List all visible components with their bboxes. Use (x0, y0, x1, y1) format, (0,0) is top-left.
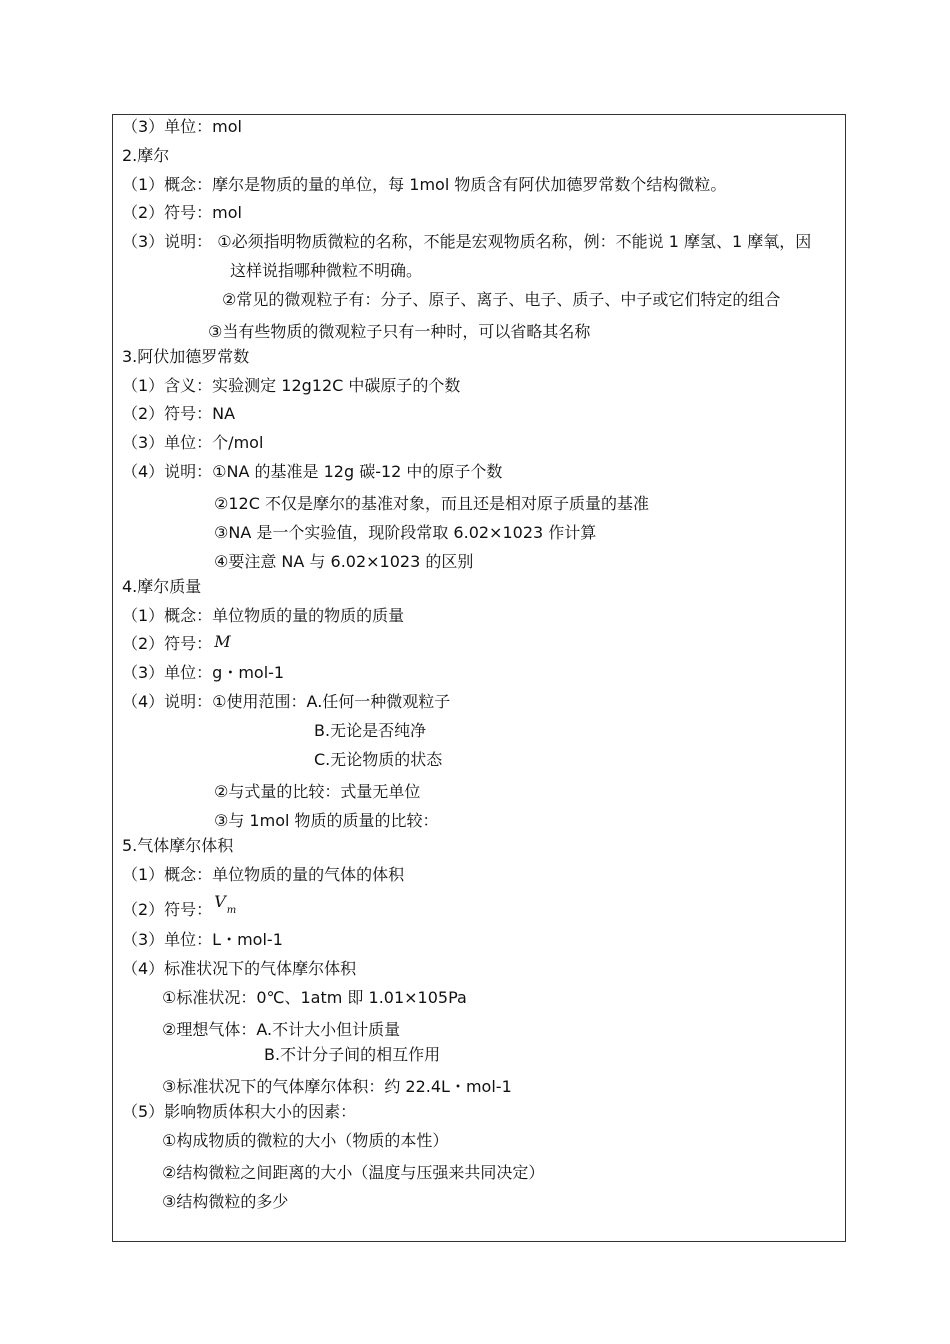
text-line: （1）概念：单位物质的量的物质的质量 (122, 606, 405, 625)
text-line: （1）概念：摩尔是物质的量的单位，每 1mol 物质含有阿伏加德罗常数个结构微粒。 (122, 175, 727, 194)
text-line: （1）含义：实验测定 12g12C 中碳原子的个数 (122, 376, 461, 395)
section-heading: 3.阿伏加德罗常数 (122, 347, 250, 366)
text-line (122, 892, 237, 923)
text-line: ②12C 不仅是摩尔的基准对象，而且还是相对原子质量的基准 (214, 494, 649, 513)
text-line: ①构成物质的微粒的大小（物质的本性） (162, 1131, 449, 1150)
text-line: （3）单位：个/mol (122, 433, 264, 452)
text-line: ③NA 是一个实验值，现阶段常取 6.02×1023 作计算 (214, 523, 597, 542)
text-line: （3）单位：mol (122, 117, 243, 136)
text-line: ④要注意 NA 与 6.02×1023 的区别 (214, 552, 474, 571)
section-heading: 2.摩尔 (122, 146, 170, 165)
text-line: （4）说明：①NA 的基准是 12g 碳-12 中的原子个数 (122, 462, 503, 481)
text-line: （5）影响物质体积大小的因素： (122, 1102, 357, 1121)
text-line: ①标准状况：0℃、1atm 即 1.01×105Pa (162, 988, 467, 1007)
text-line: ②常见的微观粒子有：分子、原子、离子、电子、质子、中子或它们特定的组合 (222, 290, 781, 309)
text-line: B.无论是否纯净 (314, 721, 427, 740)
text-line: （3）单位：L・mol-1 (122, 930, 283, 949)
text-line: C.无论物质的状态 (314, 750, 443, 769)
molar-mass-symbol: M (214, 632, 231, 651)
text-line: （4）说明：①使用范围：A.任何一种微观粒子 (122, 692, 451, 711)
text-line: ②结构微粒之间距离的大小（温度与压强来共同决定） (162, 1163, 545, 1182)
section-heading: 5.气体摩尔体积 (122, 836, 234, 855)
text-line: ③结构微粒的多少 (162, 1192, 289, 1211)
text-line: ③与 1mol 物质的质量的比较： (214, 811, 439, 830)
section-heading: 4.摩尔质量 (122, 577, 202, 596)
text-line: ②理想气体：A.不计大小但计质量 (162, 1020, 401, 1039)
text-line: ③标准状况下的气体摩尔体积：约 22.4L・mol-1 (162, 1077, 512, 1096)
text-line (122, 634, 231, 654)
text-label: （2）符号： (122, 634, 213, 653)
text-line: （3）说明： ①必须指明物质微粒的名称，不能是宏观物质名称，例：不能说 1 摩氢、1 摩氧，因 (122, 232, 812, 251)
text-line: （2）符号：mol (122, 203, 243, 222)
text-label: （2）符号： (122, 900, 213, 919)
text-line: （1）概念：单位物质的量的气体的体积 (122, 865, 405, 884)
text-line: （2）符号：NA (122, 404, 236, 423)
text-line: （4）标准状况下的气体摩尔体积 (122, 959, 357, 978)
molar-volume-symbol: V (214, 892, 226, 911)
text-line: 这样说指哪种微粒不明确。 (230, 261, 423, 280)
text-line: B.不计分子间的相互作用 (264, 1045, 441, 1064)
text-line: ②与式量的比较：式量无单位 (214, 782, 421, 801)
text-line: （3）单位：g・mol-1 (122, 663, 285, 682)
molar-volume-subscript: m (226, 905, 237, 916)
text-line: ③当有些物质的微观粒子只有一种时，可以省略其名称 (208, 322, 591, 341)
